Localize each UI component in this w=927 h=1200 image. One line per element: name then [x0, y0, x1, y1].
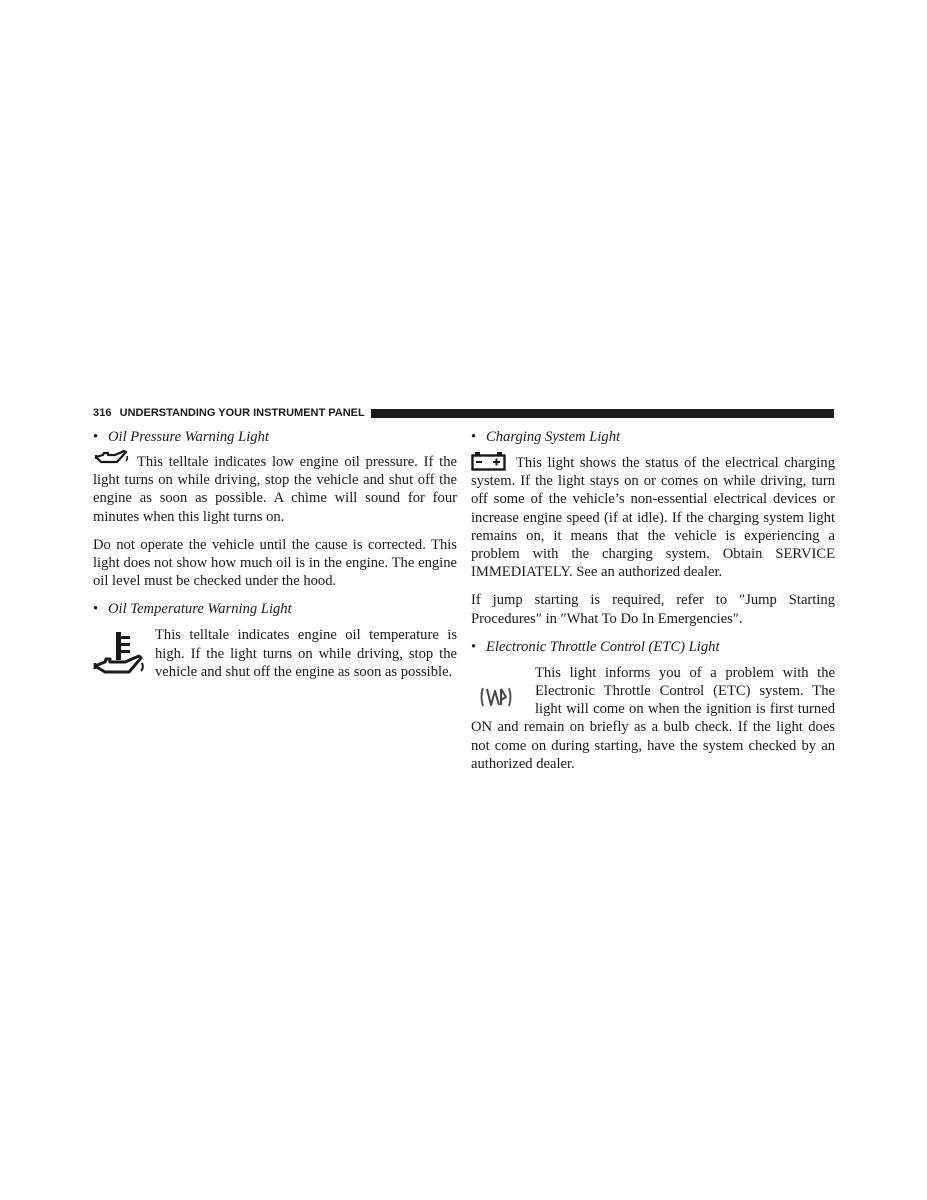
bullet: • — [471, 638, 477, 655]
charging-heading: • Charging System Light — [471, 429, 621, 445]
section-title: UNDERSTANDING YOUR INSTRUMENT PANEL — [119, 407, 365, 419]
etc-heading: • Electronic Throttle Control (ETC) Light — [471, 638, 720, 655]
oil-temperature-heading: • Oil Temperature Warning Light — [93, 601, 292, 618]
header-rule — [371, 409, 834, 418]
left-column — [93, 428, 457, 681]
page-number: 316 — [93, 407, 112, 419]
oil-temperature-text: This telltale indicates engine oil temperature is high. If the light turns on while driving, stop the vehicle and shut off the engine as soon as possible. — [155, 627, 457, 680]
bullet: • — [93, 601, 99, 618]
page-header — [93, 406, 834, 420]
oil-can-icon — [93, 450, 129, 466]
oil-pressure-heading: • Oil Pressure Warning Light — [93, 429, 269, 445]
jump-starting-note: If jump starting is required, refer to ″Jump Starting Procedures″ in ″What To Do In Emergencies″. — [471, 592, 835, 627]
right-column — [471, 428, 835, 773]
etc-text: This light informs you of a problem with the Electronic Throttle Control (ETC) system. The light will come on when the ignition is first turned ON and remain on briefly as a bulb check. If the light does not come on during starting, have the system checked by an authorized dealer. — [471, 664, 835, 772]
oil-temperature-icon — [93, 628, 145, 680]
bullet: • — [93, 429, 99, 445]
charging-text: This light shows the status of the electrical charging system. If the light stays on or comes on while driving, turn off some of the vehicle’s non-essential electrical devices or increase engine speed (if at idle). If the charging system light remains on, it means that the vehicle is experiencing a problem with the charging system. Obtain SERVICE IMMEDIATELY. See an authorized dealer. — [471, 455, 835, 581]
battery-icon — [471, 451, 506, 471]
bullet: • — [471, 429, 477, 445]
throttle-icon — [477, 680, 515, 714]
oil-pressure-text: This telltale indicates low engine oil pressure. If the light turns on while driving, stop the vehicle and shut off the engine as soon as possible. A chime will sound for four minutes when this light turns on. — [93, 454, 457, 525]
oil-pressure-note: Do not operate the vehicle until the cause is corrected. This light does not show how much oil is in the engine. The engine oil level must be checked under the hood. — [93, 536, 457, 590]
